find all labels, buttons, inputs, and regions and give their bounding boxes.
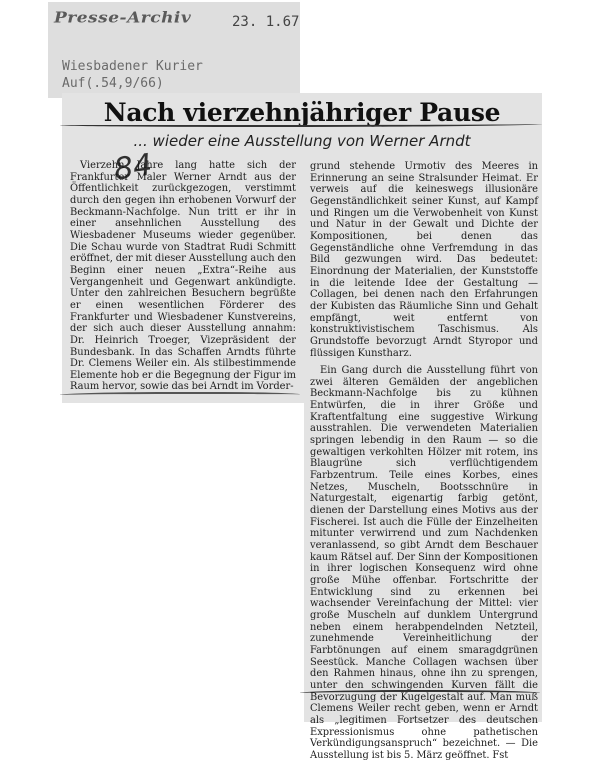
pen-bracket-mark <box>300 690 540 696</box>
archive-stamp-logo: Presse-Archiv <box>54 9 192 27</box>
archive-source-label <box>62 58 203 92</box>
article-paragraph: grund stehende Urmotiv des Meeres in Erinnerung an seine Stralsunder Heimat. Er verweis auf die keineswegs illusionäre Gegenständlichkeit seiner Kunst, auf Kampf und Ringen um die Verwobenheit von Kunst und Natur in der Gewalt und Dichte der Kompositionen, bei denen das Gegenständliche ohne Verfremdung in das Bild gezwungen wird. Das bedeutet: Einordnung der Materialien, der Kunststoffe in die leitende Idee der Gestaltung — Collagen, bei denen nach den Erfahrungen der Kubisten das Räumliche Sinn und Gehalt empfängt, weit entfernt von konstruktivistischem Taschismus. Als Grundstoffe bevorzugt Arndt Styropor und flüssigen Kunstharz. <box>310 161 538 359</box>
article-headline: Nach vierzehnjähriger Pause <box>103 98 501 127</box>
article-subtitle: ... wieder eine Ausstellung von Werner Arndt <box>133 132 471 150</box>
article-paragraph: Ein Gang durch die Ausstellung führt von zwei älteren Gemälden der angeblichen Beckmann-Nachfolge bis zu kühnen Entwürfen, die in ihrer Größe und Kraftentfaltung eine suggestive Wirkung ausstrahlen. Die verwendeten Materialien springen lebendig in den Raum — so die gewaltigen verkohlten Hölzer mit rotem, ins Blaugrüne sich verflüchtigendem Farbzentrum. Teile eines Korbes, eines Netzes, Muscheln, Bootsschnüre in Naturgestalt, eigenartig farbig getönt, dienen der Darstellung eines Motivs aus der Fischerei. Ist auch die Fülle der Einzelheiten mitunter verwirrend und zum Nachdenken veranlassend, so gibt Arndt dem Beschauer kaum Rätsel auf. Der Sinn der Kompositionen in ihrer logischen Konsequenz wird ohne große Mühe offenbar. Fortschritte der Entwicklung sind zu erkennen bei wachsender Vereinfachung der Mittel: vier große Muscheln auf dunklem Untergrund neben einem herabpendelnden Netzteil, zunehmende Vereinheitlichung der Farbtönungen auf einem smaragdgrünen Seestück. Manche Collagen wachsen über den Rahmen hinaus, ohne ihn zu sprengen, unter den schwingenden Kurven fällt die Bevorzugung der Kugelgestalt auf. Man muß Clemens Weiler recht geben, wenn er Arndt als „legitimen Fortsetzer des deutschen Expressionismus ohne pathetischen Verkündigungsanspruch“ bezeichnet. — Die Ausstellung ist bis 5. März geöffnet. Fst <box>310 365 538 761</box>
archive-stamp-date: 23. 1.67 <box>232 14 300 30</box>
handwritten-annotation: 84 <box>111 147 155 188</box>
article-column-left <box>70 160 296 393</box>
source-issue: Auf(.54,9/66) <box>62 76 164 91</box>
article-column-right <box>310 161 538 761</box>
source-newspaper: Wiesbadener Kurier <box>62 59 203 74</box>
article-paragraph: Vierzehn Jahre lang hatte sich der Frankfurter Maler Werner Arndt aus der Öffentlichkeit zurückgezogen, verstimmt durch den gegen ihn erhobenen Vorwurf der Beckmann-Nachfolge. Nun tritt er ihr in einer ansehnlichen Ausstellung des Wiesbadener Museums wieder gegenüber. Die Schau wurde von Stadtrat Rudi Schmitt eröffnet, der mit dieser Ausstellung auch den Beginn einer neuen „Extra“-Reihe aus Vergangenheit und Gegenwart ankündigte. Unter den zahlreichen Besuchern begrüßte er einen wesentlichen Förderer des Frankfurter und Wiesbadener Kunstvereins, der sich auch dieser Ausstellung annahm: Dr. Heinrich Troeger, Vizepräsident der Bundesbank. In das Schaffen Arndts führte Dr. Clemens Weiler ein. Als stilbestimmende Elemente hob er die Begegnung der Figur im Raum hervor, sowie das bei Arndt im Vorder- <box>70 160 296 393</box>
pen-bracket-mark <box>60 392 300 398</box>
